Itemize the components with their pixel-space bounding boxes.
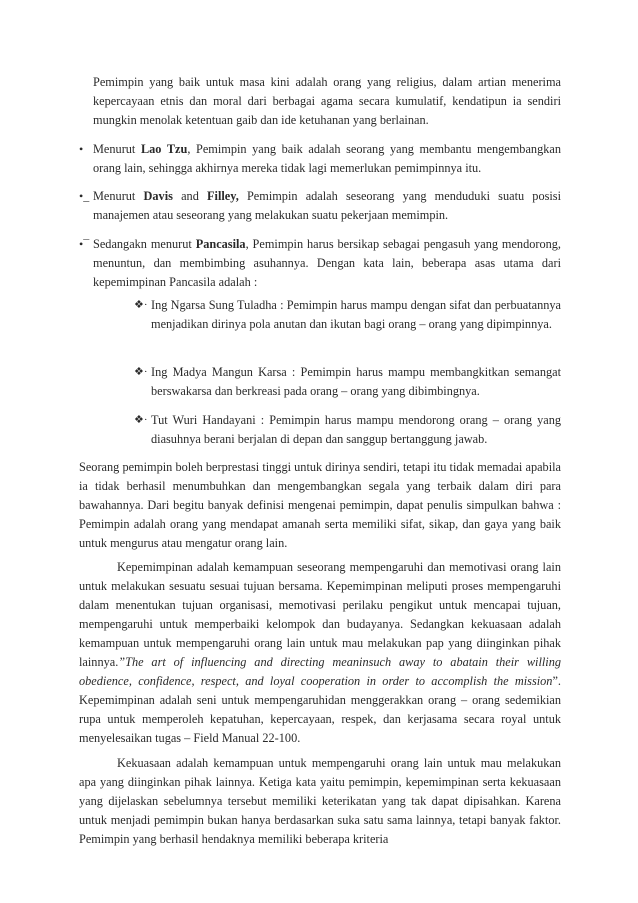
kekuasaan-paragraph: [79, 754, 561, 849]
bullet-post: , Pemimpin harus bersikap sebagai pengasuh yang mendorong, menuntun, dan membimbing asuhannya. Dengan kata lain, beberapa asas utama dari kepemimpinan Pancasila adalah :: [93, 237, 561, 289]
bullet-name: Lao Tzu: [140, 142, 188, 156]
bullet-marker: •¯: [79, 237, 90, 251]
bullet-marker: •_: [79, 189, 90, 203]
bullet-pre: Menurut: [93, 142, 141, 156]
bullet-post: Pemimpin adalah seseorang yang menduduki suatu posisi manajemen atau seseorang yang melakukan suatu pekerjaan memimpin.: [93, 189, 562, 222]
diamond-bullet-icon: ❖·: [134, 299, 148, 311]
conclusion-text: Seorang pemimpin boleh berprestasi tinggi untuk dirinya sendiri, tetapi itu tidak memadai apabila ia tidak berhasil menumbuhkan dan mengembangkan segala yang terbaik dalam diri para bawahannya. Dari begitu banyak definisi mengenai pemimpin, dapat penulis simpulkan bahwa : Pemimpin adalah orang yang mendapat amanah serta memiliki sifat, sikap, dan gaya yang baik untuk mengurus atau mengatur orang lain.: [79, 460, 561, 550]
bullet-mid: and: [172, 189, 208, 203]
asas-text: Tut Wuri Handayani : Pemimpin harus mampu mendorong orang – orang yang diasuhnya berani berjalan di depan dan sanggup bertanggung jawab.: [151, 413, 561, 446]
bullet-name: Pancasila: [195, 237, 246, 251]
intro-text: Pemimpin yang baik untuk masa kini adalah orang yang religius, dalam artian menerima kepercayaan etnis dan moral dari berbagai agama secara kumulatif, kendatipun ia sendiri mungkin menolak ketentuan gaib dan ide ketuhanan yang berlainan.: [93, 75, 561, 127]
kepemimpinan-text: Kepemimpinan adalah kemampuan seseorang mempengaruhi dan memotivasi orang lain untuk melakukan sesuatu sesuai tujuan bersama. Kepemimpinan meliputi proses mempengaruhi dalam menentukan tujuan organisasi, memotivasi perilaku pengikut untuk mencapai tujuan, mempengaruhi untuk memperbaiki kelompok dan budayanya. Sedangkan kekuasaan adalah kemampuan untuk mempengaruhi orang lain untuk mau melakukan pap yang diinginkan pihak lainnya.: [79, 560, 561, 669]
english-quote: ”The art of influencing and directing meaninsuch away to abatain their willing obedience, confidence, respect, and loyal cooperation in order to accomplish the mission: [79, 655, 561, 688]
bullet-name: Davis: [143, 189, 173, 203]
bullet-pre: Menurut: [93, 189, 144, 203]
asas-text: Ing Ngarsa Sung Tuladha : Pemimpin harus mampu dengan sifat dan perbuatannya menjadikan dirinya pola anutan dan ikutan bagi orang – orang yang dipimpinnya.: [151, 298, 561, 331]
asas-ing-ngarsa: [151, 296, 561, 334]
asas-ing-madya: [151, 363, 561, 401]
bullet-lao-tzu: [93, 140, 561, 178]
conclusion-paragraph: [79, 458, 561, 553]
kepemimpinan-text-cont: ”. Kepemimpinan adalah seni untuk mempengaruhidan menggerakkan orang – orang sedemikian rupa untuk memperoleh kepatuhan, kepercayaan, respek, dan kerjasama secara royal untuk menyelesaikan tugas – Field Manual 22-100.: [79, 674, 561, 745]
diamond-bullet-icon: ❖·: [134, 414, 148, 426]
bullet-pre: Sedangakn menurut: [93, 237, 196, 251]
asas-text: Ing Madya Mangun Karsa : Pemimpin harus mampu membangkitkan semangat berswakarsa dan berkreasi pada orang – orang yang dibimbingnya.: [151, 365, 561, 398]
asas-tut-wuri: [151, 411, 561, 449]
bullet-post: , Pemimpin yang baik adalah seorang yang membantu mengembangkan orang lain, sehingga akhirnya mereka tidak lagi memerlukan pemimpinnya itu.: [93, 142, 561, 175]
kepemimpinan-paragraph: [79, 558, 561, 748]
bullet-davis-filley: [93, 187, 561, 225]
intro-paragraph: [93, 73, 561, 130]
bullet-pancasila: [93, 235, 561, 292]
kekuasaan-text: Kekuasaan adalah kemampuan untuk mempengaruhi orang lain untuk mau melakukan apa yang diinginkan pihak lainnya. Ketiga kata yaitu pemimpin, kepemimpinan serta kekuasaan yang dijelaskan sebelumnya tersebut memiliki keterikatan yang tak dapat dipisahkan. Karena untuk menjadi pemimpin bukan hanya berdasarkan suka satu sama lainnya, tetapi banyak faktor. Pemimpin yang berhasil hendaknya memiliki beberapa kriteria: [79, 756, 561, 846]
bullet-marker: •: [79, 142, 84, 156]
diamond-bullet-icon: ❖·: [134, 366, 148, 378]
bullet-name-2: Filley,: [207, 189, 239, 203]
